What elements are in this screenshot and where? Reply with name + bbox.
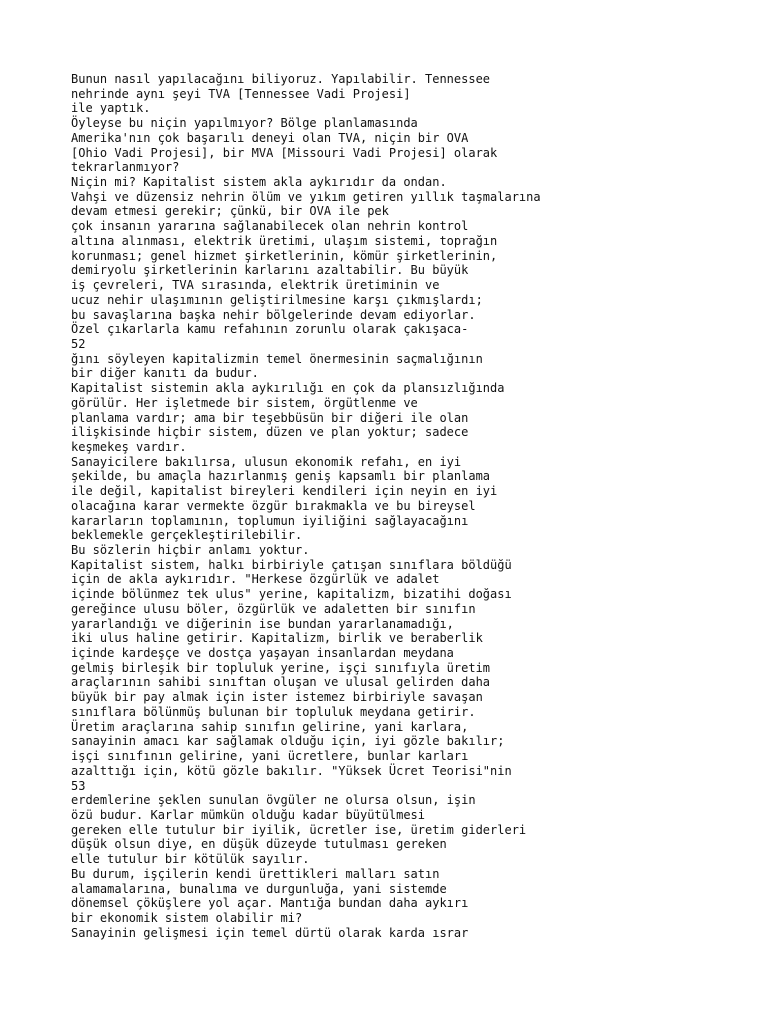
text-line: düşük olsun diye, en düşük düzeyde tutulması gereken [71,837,447,852]
text-line: ilişkisinde hiçbir sistem, düzen ve plan yoktur; sadece [71,425,469,440]
text-line: iki ulus haline getirir. Kapitalizm, birlik ve beraberlik [71,631,483,646]
text-line: demiryolu şirketlerinin karlarını azaltabilir. Bu büyük [71,263,469,278]
text-line: Sanayicilere bakılırsa, ulusun ekonomik refahı, en iyi [71,454,462,469]
text-line: bu savaşlarına başka nehir bölgelerinde devam ediyorlar. [71,307,476,322]
text-line: planlama vardır; ama bir teşebbüsün bir diğeri ile olan [71,410,469,425]
text-line: Öyleyse bu niçin yapılmıyor? Bölge planlamasında [71,116,418,131]
text-line: ile yaptık. [71,101,151,116]
text-line: [Ohio Vadi Projesi], bir MVA [Missouri Vadi Projesi] olarak [71,145,498,160]
text-line: olacağına karar vermekte özgür bırakmakla ve bu bireysel [71,498,476,513]
text-line: için de akla aykırıdır. "Herkese özgürlük ve adalet [71,572,440,587]
body-text [71,72,761,940]
text-line: yararlandığı ve diğerinin ise bundan yararlanamadığı, [71,616,454,631]
text-line: beklemekle gerçekleştirilebilir. [71,528,303,543]
text-line: özü budur. Karlar mümkün olduğu kadar büyütülmesi [71,807,426,822]
text-line: şekilde, bu amaçla hazırlanmış geniş kapsamlı bir planlama [71,469,491,484]
text-line: Kapitalist sistem, halkı birbiriyle çatışan sınıflara böldüğü [71,557,512,572]
text-line: Bunun nasıl yapılacağını biliyoruz. Yapılabilir. Tennessee [71,72,491,86]
text-line: büyük bir pay almak için ister istemez birbiriyle savaşan [71,690,483,705]
text-line: Özel çıkarlarla kamu refahının zorunlu olarak çakışaca- [71,322,469,337]
text-line: tekrarlanmıyor? [71,160,180,175]
text-line: görülür. Her işletmede bir sistem, örgütlenme ve [71,395,418,410]
text-line: bir ekonomik sistem olabilir mi? [71,910,303,925]
text-line: gereken elle tutulur bir iyilik, ücretler ise, üretim giderleri [71,822,527,837]
text-line: Kapitalist sistemin akla aykırılığı en çok da plansızlığında [71,381,505,396]
text-line: içinde kardeşçe ve dostça yaşayan insanlardan meydana [71,646,454,661]
text-line: bir diğer kanıtı da budur. [71,366,259,381]
text-line: nehrinde aynı şeyi TVA [Tennessee Vadi Projesi] [71,86,411,101]
text-line: keşmekeş vardır. [71,439,187,454]
text-line: Niçin mi? Kapitalist sistem akla aykırıdır da ondan. [71,175,447,190]
text-line: çok insanın yararına sağlanabilecek olan nehrin kontrol [71,219,469,234]
page-number: 52 [71,336,86,351]
text-line: ğını söyleyen kapitalizmin temel önermesinin saçmalığının [71,351,483,366]
text-line: kararların toplamının, toplumun iyiliğini sağlayacağını [71,513,469,528]
text-line: iş çevreleri, TVA sırasında, elektrik üretiminin ve [71,278,440,293]
text-line: azalttığı için, kötü gözle bakılır. "Yüksek Ücret Teorisi"nin [71,763,512,778]
text-line: altına alınması, elektrik üretimi, ulaşım sistemi, toprağın [71,233,498,248]
text-line: elle tutulur bir kötülük sayılır. [71,852,310,867]
text-line: Sanayinin gelişmesi için temel dürtü olarak karda ısrar [71,925,469,940]
text-line: korunması; genel hizmet şirketlerinin, kömür şirketlerinin, [71,248,498,263]
text-line: alamamalarına, bunalıma ve durgunluğa, yani sistemde [71,881,447,896]
text-line: içinde bölünmez tek ulus" yerine, kapitalizm, bizatihi doğası [71,587,512,602]
text-line: Üretim araçlarına sahip sınıfın gelirine, yani karlara, [71,719,469,734]
text-line: Bu durum, işçilerin kendi ürettikleri malları satın [71,866,440,881]
text-line: işçi sınıfının gelirine, yani ücretlere, bunlar karları [71,749,469,764]
text-line: sınıflara bölünmüş bulunan bir topluluk meydana getirir. [71,704,476,719]
text-line: araçlarının sahibi sınıftan oluşan ve ulusal gelirden daha [71,675,491,690]
text-line: devam etmesi gerekir; çünkü, bir OVA ile pek [71,204,389,219]
text-line: erdemlerine şeklen sunulan övgüler ne olursa olsun, işin [71,793,476,808]
text-line: dönemsel çöküşlere yol açar. Mantığa bundan daha aykırı [71,896,469,911]
text-line: gelmiş birleşik bir topluluk yerine, işçi sınıfıyla üretim [71,660,491,675]
text-line: Bu sözlerin hiçbir anlamı yoktur. [71,543,310,557]
text-line: ucuz nehir ulaşımının geliştirilmesine karşı çıkmışlardı; [71,292,483,307]
text-line: sanayinin amacı kar sağlamak olduğu için, iyi gözle bakılır; [71,734,505,749]
text-line: ile değil, kapitalist bireyleri kendileri için neyin en iyi [71,484,498,499]
text-line: Amerika'nın çok başarılı deneyi olan TVA, niçin bir OVA [71,130,469,145]
page-number: 53 [71,778,86,793]
text-line: gereğince ulusu böler, özgürlük ve adaletten bir sınıfın [71,601,476,616]
text-line: Vahşi ve düzensiz nehrin ölüm ve yıkım getiren yıllık taşmalarına [71,189,541,204]
